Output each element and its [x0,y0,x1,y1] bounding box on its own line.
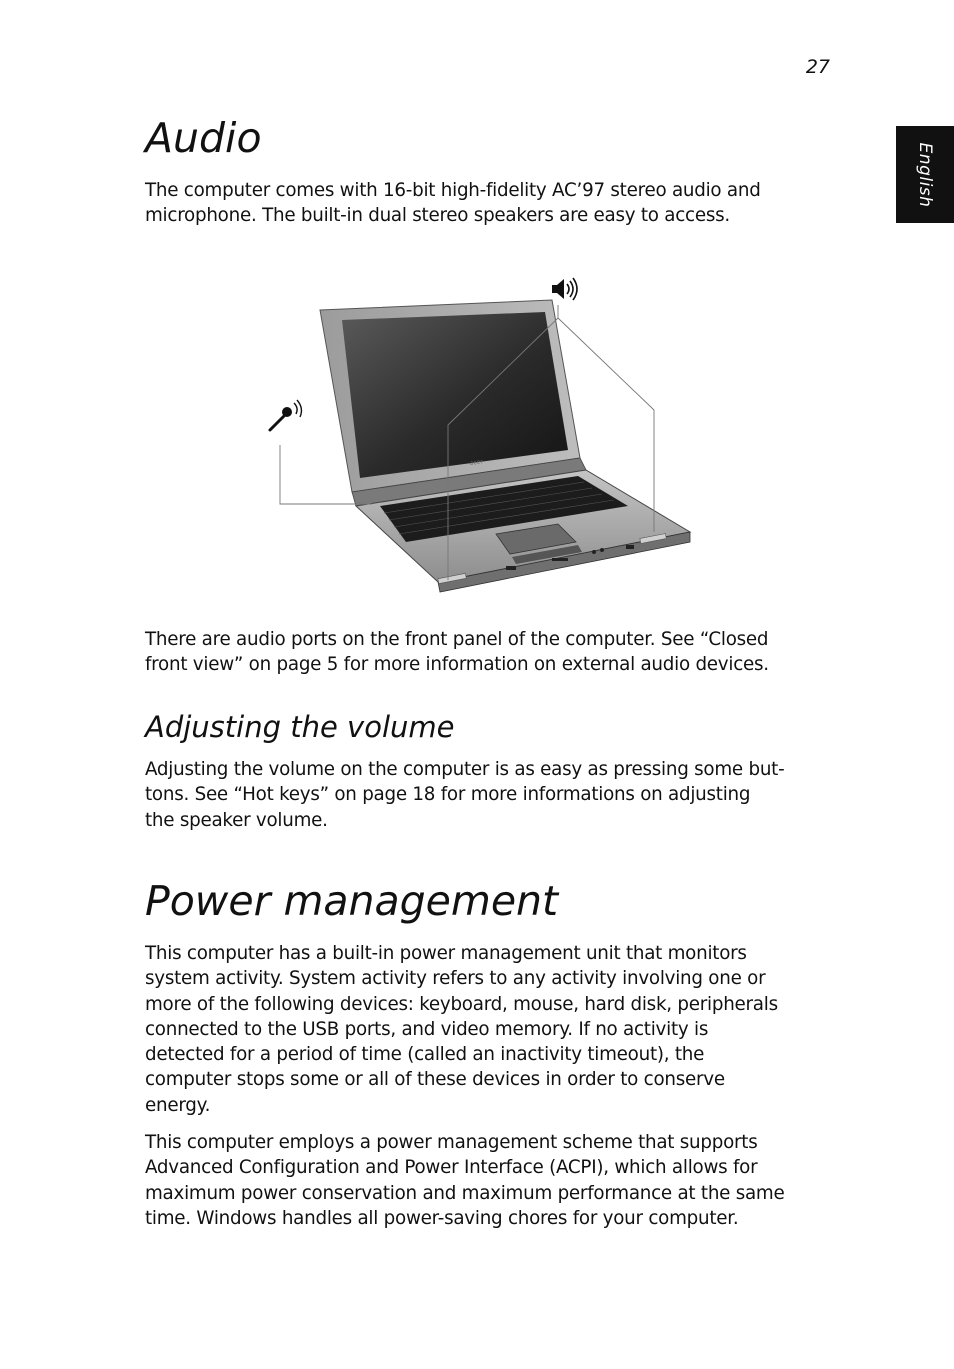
text-line: time. Windows handles all power-saving chores for your computer. [145,1207,739,1229]
text-line: The computer comes with 16-bit high-fidelity AC’97 stereo audio and [145,180,761,201]
laptop-figure [260,270,700,605]
language-tab-label: English [915,142,935,207]
text-line: the speaker volume. [145,809,328,831]
text-line: Advanced Configuration and Power Interface (ACPI), which allows for [145,1157,758,1179]
audio-ports-text [145,627,845,678]
text-line: microphone. The built-in dual stereo speakers are easy to access. [145,205,730,227]
svg-text:acer: acer [469,458,484,467]
text-line: energy. [145,1094,211,1116]
text-line: maximum power conservation and maximum performance at the same [145,1182,785,1204]
power-paragraph-1 [145,941,845,1118]
text-line: Adjusting the volume on the computer is as easy as pressing some but- [145,759,785,780]
text-line: connected to the USB ports, and video memory. If no activity is [145,1018,709,1040]
text-line: tons. See “Hot keys” on page 18 for more informations on adjusting [145,784,751,806]
text-line: more of the following devices: keyboard, mouse, hard disk, peripherals [145,993,778,1015]
microphone-icon [270,400,301,430]
speaker-icon [552,278,577,300]
text-line: front view” on page 5 for more information on external audio devices. [145,654,769,676]
text-line: detected for a period of time (called an inactivity timeout), the [145,1044,705,1066]
text-line: computer stops some or all of these devices in order to conserve [145,1069,725,1091]
power-heading: Power management [145,877,559,925]
power-paragraph-2 [145,1130,845,1231]
volume-heading: Adjusting the volume [145,710,455,744]
text-line: This computer employs a power management scheme that supports [145,1132,758,1153]
text-line: system activity. System activity refers to any activity involving one or [145,968,766,990]
text-line: This computer has a built-in power management unit that monitors [145,943,747,964]
page-number: 27 [805,56,830,78]
laptop-screen [342,312,568,478]
audio-heading: Audio [145,114,262,162]
audio-intro [145,178,845,229]
volume-text [145,757,845,833]
text-line: There are audio ports on the front panel of the computer. See “Closed [145,629,769,650]
language-tab [896,126,954,223]
